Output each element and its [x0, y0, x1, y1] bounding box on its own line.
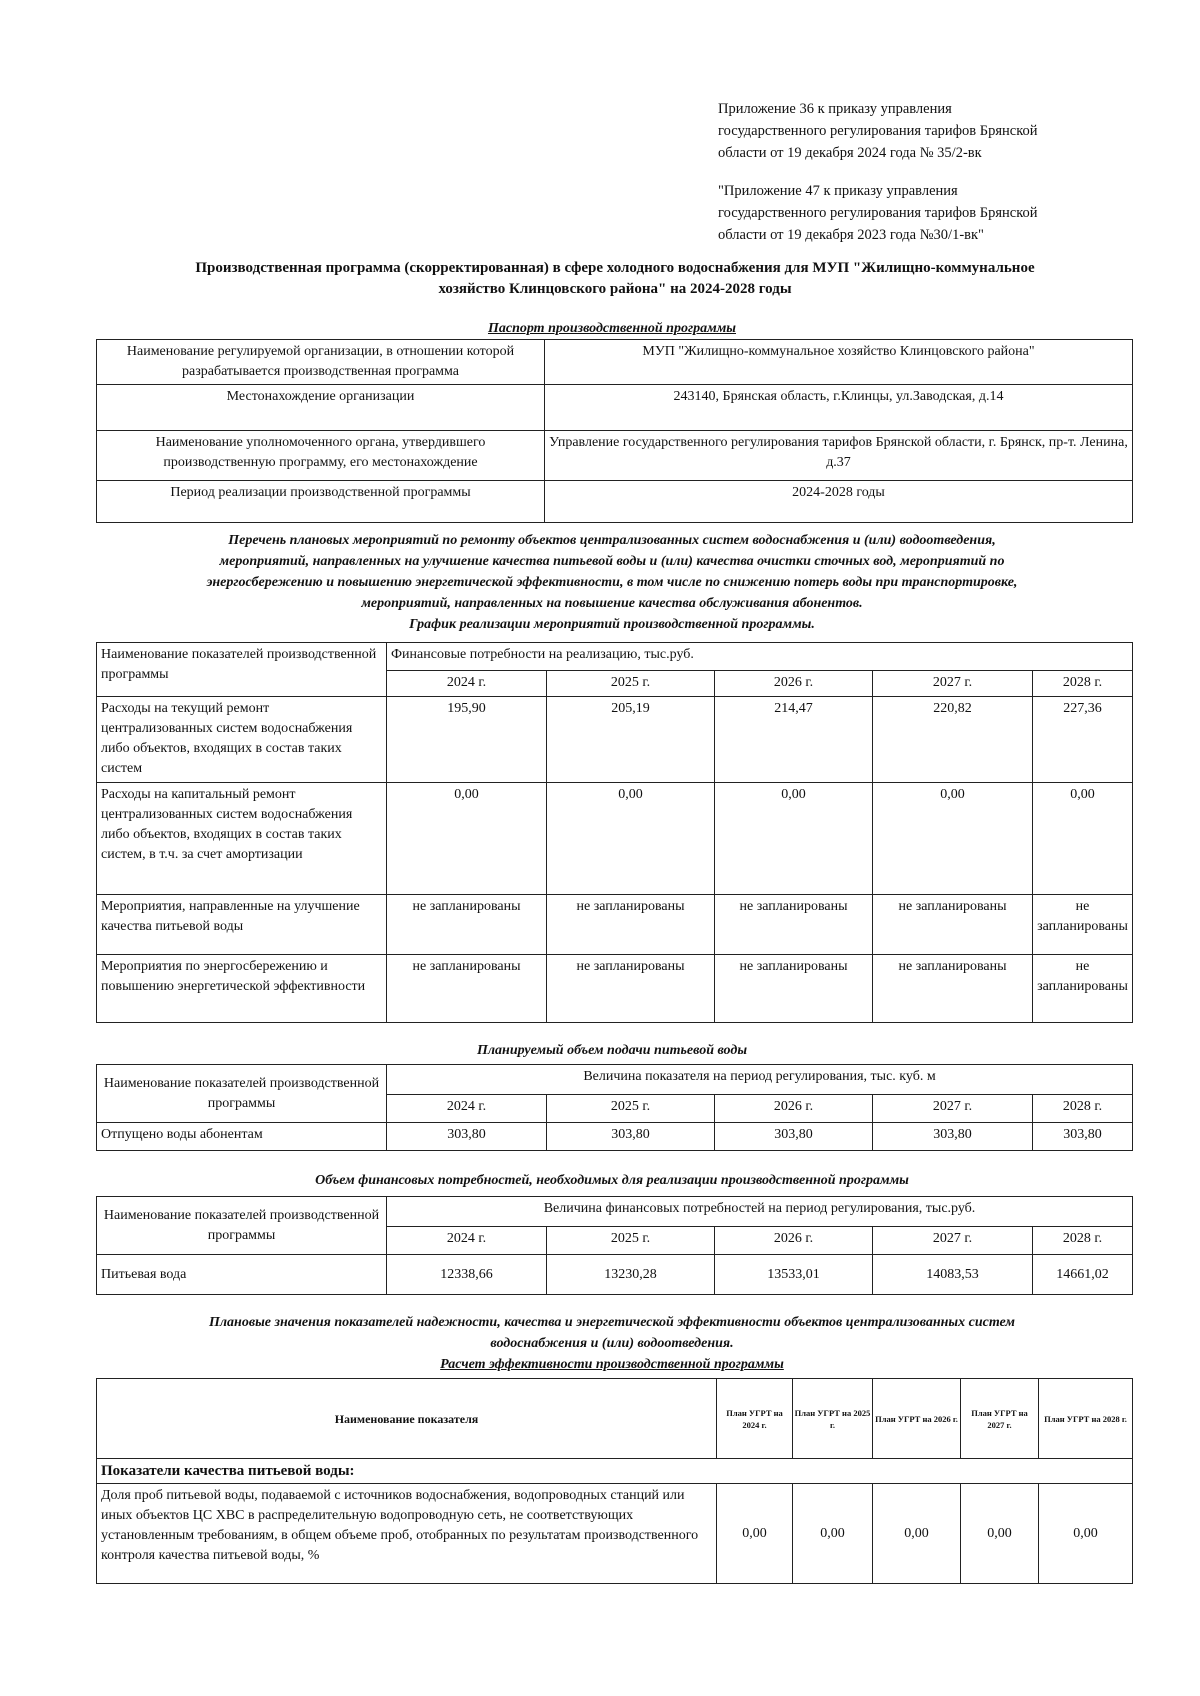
value-cell: 303,80	[715, 1123, 873, 1151]
value-cell: 12338,66	[387, 1255, 547, 1295]
value-cell: 14083,53	[873, 1255, 1033, 1295]
table-row	[97, 1379, 1133, 1459]
value-cell: 303,80	[1033, 1123, 1133, 1151]
plan-header: План УГРТ на 2026 г.	[873, 1379, 961, 1459]
value-cell: не запланированы	[873, 955, 1033, 1023]
header-group: Финансовые потребности на реализацию, тыс.руб.	[387, 643, 1133, 671]
table-row	[97, 431, 1133, 481]
table-row	[97, 385, 1133, 431]
measures-caption	[92, 530, 1132, 635]
passport-value: 2024-2028 годы	[545, 481, 1133, 523]
value-cell: 303,80	[873, 1123, 1033, 1151]
value-cell: 0,00	[715, 783, 873, 895]
table-row	[97, 643, 1133, 671]
value-cell: 303,80	[547, 1123, 715, 1151]
passport-label: Период реализации производственной программы	[97, 481, 545, 523]
document-title	[100, 258, 1130, 300]
value-cell: 0,00	[793, 1484, 873, 1584]
finance-caption: Объем финансовых потребностей, необходимых для реализации производственной программы	[315, 1173, 909, 1188]
value-cell: не запланированы	[387, 895, 547, 955]
value-cell: не запланированы	[547, 955, 715, 1023]
appendix-line: области от 19 декабря 2024 года № 35/2-вк	[718, 145, 982, 161]
value-cell: 0,00	[1033, 783, 1133, 895]
value-cell: 0,00	[1039, 1484, 1133, 1584]
passport-label: Наименование уполномоченного органа, утвердившего производственную программу, его местонахождение	[97, 431, 545, 481]
passport-table	[96, 339, 1133, 523]
caption-line: Плановые значения показателей надежности, качества и энергетической эффективности объектов централизованных систем	[208, 1315, 1016, 1330]
year-header: 2024 г.	[387, 1095, 547, 1123]
caption-line: энергосбережению и повышению энергетической эффективности, в том числе по снижению потерь воды при транспортировке,	[206, 575, 1018, 590]
row-name: Доля проб питьевой воды, подаваемой с источников водоснабжения, водопроводных станций или иных объектов ЦС ХВС в распределительную водопроводную сеть, не соответствующих установленным требованиям, в общем объеме проб, отобранных по результатам производственного контроля качества питьевой воды, %	[97, 1484, 717, 1584]
year-header: 2027 г.	[873, 671, 1033, 697]
appendix-line: государственного регулирования тарифов Брянской	[718, 205, 1038, 221]
table-row	[97, 955, 1133, 1023]
year-header: 2026 г.	[715, 1095, 873, 1123]
value-cell: не запланированы	[873, 895, 1033, 955]
year-header: 2027 г.	[873, 1095, 1033, 1123]
value-cell: 0,00	[717, 1484, 793, 1584]
year-header: 2028 г.	[1033, 1227, 1133, 1255]
section-header: Показатели качества питьевой воды:	[97, 1459, 1133, 1484]
indicators-caption	[92, 1312, 1132, 1375]
volume-table	[96, 1064, 1133, 1151]
year-header: 2027 г.	[873, 1227, 1033, 1255]
header-group: Величина финансовых потребностей на период регулирования, тыс.руб.	[387, 1197, 1133, 1227]
passport-label: Наименование регулируемой организации, в отношении которой разрабатывается производственная программа	[97, 340, 545, 385]
appendix-note-2024	[718, 98, 1138, 164]
year-header: 2025 г.	[547, 1095, 715, 1123]
value-cell: не запланированы	[1033, 895, 1133, 955]
value-cell: не запланированы	[547, 895, 715, 955]
caption-line: мероприятий, направленных на повышение качества обслуживания абонентов.	[361, 596, 863, 611]
title-line: хозяйство Клинцовского района" на 2024-2028 годы	[438, 281, 792, 297]
table-row	[97, 481, 1133, 523]
indicators-table	[96, 1378, 1133, 1584]
row-name: Мероприятия, направленные на улучшение качества питьевой воды	[97, 895, 387, 955]
header-name: Наименование показателей производственной программы	[97, 1197, 387, 1255]
appendix-line: области от 19 декабря 2023 года №30/1-вк"	[718, 227, 984, 243]
year-header: 2025 г.	[547, 1227, 715, 1255]
title-line: Производственная программа (скорректированная) в сфере холодного водоснабжения для МУП "Жилищно-коммунальное	[195, 260, 1035, 276]
value-cell: 205,19	[547, 697, 715, 783]
value-cell: 0,00	[873, 783, 1033, 895]
row-name: Расходы на текущий ремонт централизованных систем водоснабжения либо объектов, входящих в состав таких систем	[97, 697, 387, 783]
volume-caption: Планируемый объем подачи питьевой воды	[476, 1043, 748, 1058]
value-cell: не запланированы	[1033, 955, 1133, 1023]
value-cell: 13230,28	[547, 1255, 715, 1295]
value-cell: 220,82	[873, 697, 1033, 783]
table-row	[97, 340, 1133, 385]
finance-table	[96, 1196, 1133, 1295]
value-cell: не запланированы	[715, 895, 873, 955]
value-cell: 195,90	[387, 697, 547, 783]
year-header: 2028 г.	[1033, 671, 1133, 697]
table-row	[97, 697, 1133, 783]
table-row	[97, 1459, 1133, 1484]
table-row	[97, 783, 1133, 895]
header-name: Наименование показателей производственной программы	[97, 643, 387, 697]
value-cell: не запланированы	[715, 955, 873, 1023]
caption-line: мероприятий, направленных на улучшение качества питьевой воды и (или) качества очистки сточных вод, мероприятий по	[219, 554, 1005, 569]
appendix-note-2023	[718, 180, 1138, 246]
value-cell: 0,00	[961, 1484, 1039, 1584]
appendix-line: "Приложение 47 к приказу управления	[718, 183, 958, 199]
value-cell: не запланированы	[387, 955, 547, 1023]
value-cell: 14661,02	[1033, 1255, 1133, 1295]
plan-header: План УГРТ на 2024 г.	[717, 1379, 793, 1459]
year-header: 2028 г.	[1033, 1095, 1133, 1123]
value-cell: 0,00	[547, 783, 715, 895]
header-name: Наименование показателя	[97, 1379, 717, 1459]
value-cell: 227,36	[1033, 697, 1133, 783]
plan-header: План УГРТ на 2025 г.	[793, 1379, 873, 1459]
header-name: Наименование показателей производственной программы	[97, 1065, 387, 1123]
table-row	[97, 1065, 1133, 1095]
passport-value: МУП "Жилищно-коммунальное хозяйство Клинцовского района"	[545, 340, 1133, 385]
year-header: 2024 г.	[387, 671, 547, 697]
efficiency-caption: Расчет эффективности производственной программы	[440, 1357, 784, 1372]
value-cell: 214,47	[715, 697, 873, 783]
measures-table	[96, 642, 1133, 1023]
value-cell: 13533,01	[715, 1255, 873, 1295]
table-row	[97, 1197, 1133, 1227]
year-header: 2025 г.	[547, 671, 715, 697]
year-header: 2026 г.	[715, 1227, 873, 1255]
value-cell: 0,00	[873, 1484, 961, 1584]
table-row	[97, 1484, 1133, 1584]
row-name: Питьевая вода	[97, 1255, 387, 1295]
value-cell: 0,00	[387, 783, 547, 895]
row-name: Расходы на капитальный ремонт централизованных систем водоснабжения либо объектов, входящих в состав таких систем, в т.ч. за счет амортизации	[97, 783, 387, 895]
header-group: Величина показателя на период регулирования, тыс. куб. м	[387, 1065, 1133, 1095]
caption-line: водоснабжения и (или) водоотведения.	[490, 1336, 734, 1351]
row-name: Отпущено воды абонентам	[97, 1123, 387, 1151]
table-row	[97, 1123, 1133, 1151]
appendix-line: Приложение 36 к приказу управления	[718, 101, 952, 117]
year-header: 2024 г.	[387, 1227, 547, 1255]
schedule-caption: График реализации мероприятий производственной программы.	[409, 617, 815, 632]
plan-header: План УГРТ на 2027 г.	[961, 1379, 1039, 1459]
passport-value: Управление государственного регулирования тарифов Брянской области, г. Брянск, пр-т. Ленина, д.37	[545, 431, 1133, 481]
passport-label: Местонахождение организации	[97, 385, 545, 431]
row-name: Мероприятия по энергосбережению и повышению энергетической эффективности	[97, 955, 387, 1023]
caption-line: Перечень плановых мероприятий по ремонту объектов централизованных систем водоснабжения и (или) водоотведения,	[228, 533, 996, 548]
year-header: 2026 г.	[715, 671, 873, 697]
passport-value: 243140, Брянская область, г.Клинцы, ул.Заводская, д.14	[545, 385, 1133, 431]
table-row	[97, 895, 1133, 955]
plan-header: План УГРТ на 2028 г.	[1039, 1379, 1133, 1459]
passport-caption: Паспорт производственной программы	[487, 321, 737, 336]
value-cell: 303,80	[387, 1123, 547, 1151]
table-row	[97, 1255, 1133, 1295]
appendix-line: государственного регулирования тарифов Брянской	[718, 123, 1038, 139]
